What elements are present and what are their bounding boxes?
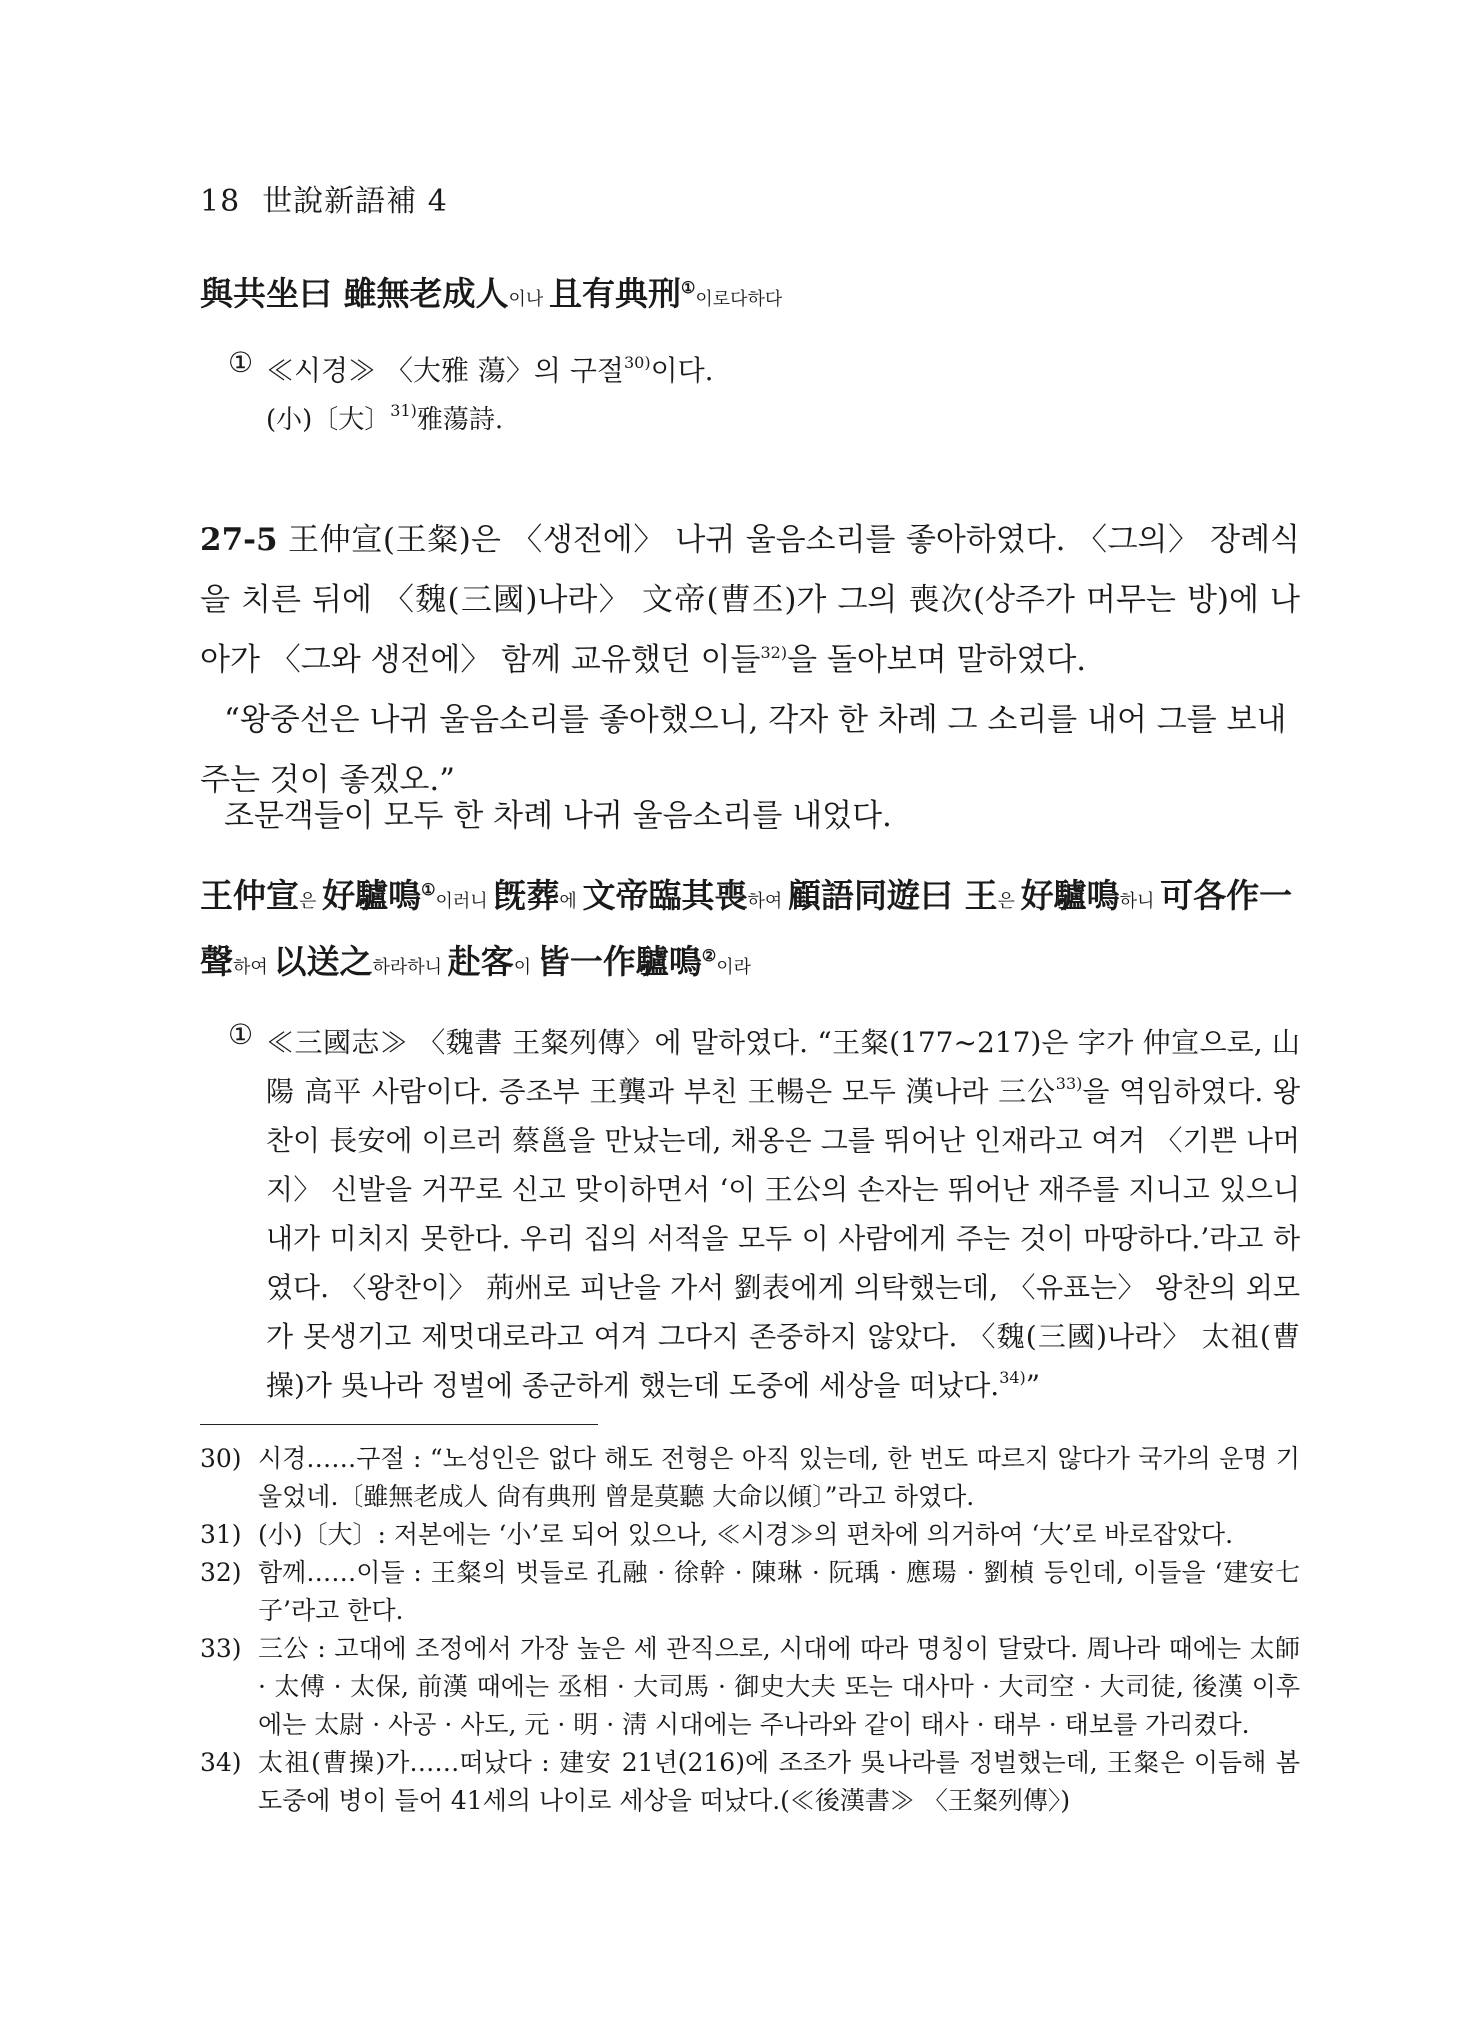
annotation-mark: ① — [228, 346, 254, 379]
footnote-30: 30) 시경……구절 : “노성인은 없다 해도 전형은 아직 있는데, 한 번도 따르지 않다가 국가의 운명 기울었네.〔雖無老成人 尙有典刑 曾是莫聽 大命以傾〕”라고 하였다. — [200, 1444, 1300, 1511]
footnote-32: 32) 함께……이들 : 王粲의 벗들로 孔融 · 徐幹 · 陳琳 · 阮瑀 · 應瑒 · 劉楨 등인데, 이들을 ‘建安七子’라고 한다. — [200, 1558, 1300, 1625]
running-header — [200, 176, 1300, 220]
footnotes — [200, 1440, 1300, 1820]
footnote-34: 34) 太祖(曹操)가……떠났다 : 建安 21년(216)에 조조가 吳나라를 정벌했는데, 王粲은 이듬해 봄 도중에 병이 들어 41세의 나이로 세상을 떠났다.(≪後漢書≫ 〈王粲列傳〉) — [200, 1748, 1300, 1815]
annotation-2: ① ≪三國志≫ 〈魏書 王粲列傳〉에 말하였다. “王粲(177~217)은 字가 仲宣으로, 山陽 高平 사람이다. 증조부 王龔과 부친 王暢은 모두 漢나라 三公$^{33)}$을 역임하였다. 왕찬이 長安에 이르러 蔡邕을 만났는데, 채옹은 그를 뛰어난 인재라고 여겨 〈기쁜 나머지〉 신발을 거꾸로 신고 맞이하면서 ‘이 王公의 손자는 뛰어난 재주를 지니고 있으니 내가 미치지 못한다. 우리 집의 서적을 모두 이 사람에게 주는 것이 마땅하다.’라고 하였다. 〈왕찬이〉 荊州로 피난을 가서 劉表에게 의탁했는데, 〈유표는〉 왕찬의 외모가 못생기고 제멋대로라고 여겨 그다지 존중하지 않았다. 〈魏(三國)나라〉 太祖(曹操)가 吳나라 정벌에 종군하게 했는데 도중에 세상을 떠났다.$^{34)}$” — [228, 1018, 1300, 1410]
entry-number: 27-5 — [200, 522, 278, 558]
translation-paragraph: 27-5 王仲宣(王粲)은 〈생전에〉 나귀 울음소리를 좋아하였다. 〈그의〉 장례식을 치른 뒤에 〈魏(三國)나라〉 文帝(曹丕)가 그의 喪次(상주가 머무는 방)에 나아가 〈그와 생전에〉 함께 교유했던 이들$^{32)}$을 돌아보며 말하였다. — [200, 522, 1300, 678]
dialogue-quote: “왕중선은 나귀 울음소리를 좋아했으니, 각자 한 차례 그 소리를 내어 그를 보내주는 것이 좋겠오.” — [200, 702, 1287, 798]
footnote-33: 33) 三公 : 고대에 조정에서 가장 높은 세 관직으로, 시대에 따라 명칭이 달랐다. 周나라 때에는 太師 · 太傅 · 太保, 前漢 때에는 丞相 · 大司馬 · 御史大夫 또는 대사마 · 大司空 · 大司徒, 後漢 이후에는 太尉 · 사공 · 사도, 元 · 明 · 淸 시대에는 주나라와 같이 태사 · 태부 · 태보를 가리켰다. — [200, 1634, 1300, 1739]
classical-text-1: 與共坐曰 雖無老成人이나 且有典刑①이로다하다 — [200, 274, 783, 313]
footnote-divider — [200, 1424, 598, 1425]
annotation-1: ① ≪시경≫ 〈大雅 蕩〉의 구절$^{30)}$이다. (小)〔大〕$^{31)}$雅蕩詩. — [228, 346, 714, 435]
dialogue-response: 조문객들이 모두 한 차례 나귀 울음소리를 내었다. — [224, 798, 892, 834]
annotation-mark: ① — [228, 1018, 254, 1051]
book-title: 世說新語補 4 — [262, 184, 448, 219]
footnote-31: 31) (小)〔大〕: 저본에는 ‘小’로 되어 있으나, ≪시경≫의 편차에 의거하여 ‘大’로 바로잡았다. — [200, 1520, 1234, 1549]
classical-text-2: 王仲宣은 好驢鳴①이러니 旣葬에 文帝臨其喪하여 顧語同遊曰 王은 好驢鳴하니 可各作一 聲하여 以送之하라하니 赴客이 皆一作驢鳴②이라 — [200, 876, 1293, 981]
page-number: 18 — [200, 184, 241, 219]
